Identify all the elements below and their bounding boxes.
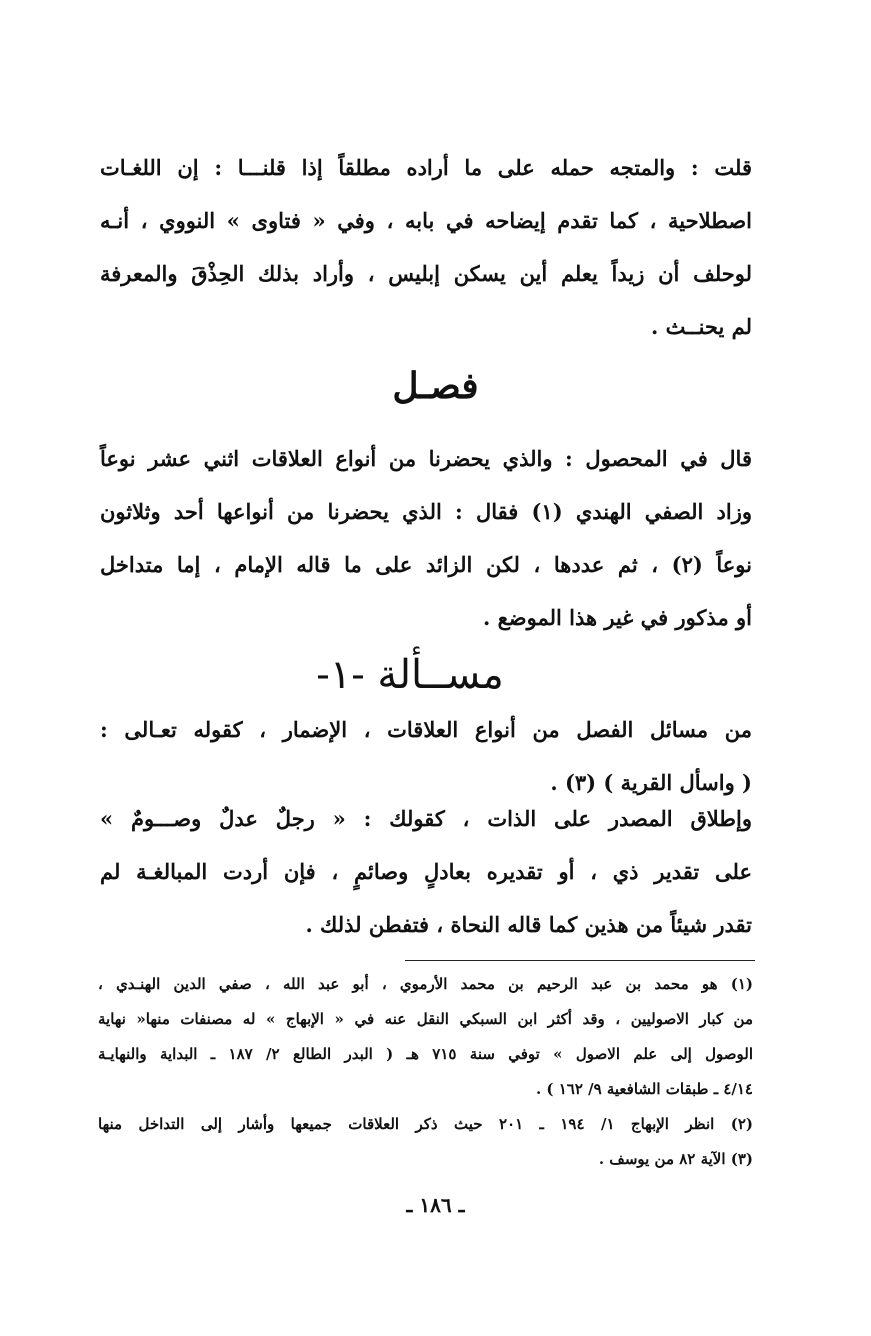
text-line: قلت : والمتجه حمله على ما أراده مطلقاً إذا قلنـــا : إن اللغـات	[100, 155, 752, 180]
paragraph-opinion	[100, 141, 752, 353]
text-line: من مسائل الفصل من أنواع العلاقات ، الإضمار ، كقوله تعـالى :	[100, 717, 752, 742]
section-heading-fasl: فصـل	[392, 365, 479, 407]
text-line: اصطلاحية ، كما تقدم إيضاحه في بابه ، وفي « فتاوى » النووي ، أنـه	[100, 208, 752, 233]
footnote-line: الوصول إلى علم الاصول » توفي سنة ٧١٥ هـ ( البدر الطالع ٢/ ١٨٧ ـ البداية والنهايـة	[98, 1045, 754, 1063]
text-line: ( واسأل القرية ) (٣) .	[550, 770, 752, 795]
text-line: لوحلف أن زيداً يعلم أين يسكن إبليس ، وأراد بذلك الحِذْقَ والمعرفة	[100, 261, 752, 286]
footnote-line: من كبار الاصوليين ، وقد أكثر ابن السبكي النقل عنه في « الإبهاج » له مصنفات منها« نهاية	[98, 1010, 753, 1028]
text-line: وزاد الصفي الهندي (١) فقال : الذي يحضرنا من أنواعها أحد وثلاثون	[100, 499, 752, 524]
footnote-line: (١) هو محمد بن عبد الرحيم بن محمد الأرموي ، أبو عبد الله ، صفي الدين الهنـدي ،	[98, 975, 753, 993]
text-line: قال في المحصول : والذي يحضرنا من أنواع العلاقات اثني عشر نوعاً	[100, 446, 752, 471]
text-line: أو مذكور في غير هذا الموضع .	[482, 605, 752, 630]
footnote-line: ٤/١٤ ـ طبقات الشافعية ٩/ ١٦٢ ) .	[535, 1080, 753, 1098]
issue-heading: مســألة -١-	[316, 652, 504, 698]
text-line: على تقدير ذي ، أو تقديره بعادلٍ وصائمٍ ، فإن أردت المبالغـة لم	[100, 859, 752, 884]
footnote-line: (٢) انظر الإبهاج ١/ ١٩٤ ـ ٢٠١ حيث ذكر العلاقات جميعها وأشار إلى التداخل منها	[98, 1115, 754, 1133]
footnote-separator	[405, 960, 755, 961]
page-number: ـ ١٨٦ ـ	[406, 1193, 465, 1217]
paragraph-relations	[100, 432, 752, 644]
footnote-line: (٣) الآية ٨٢ من يوسف .	[598, 1150, 753, 1168]
footnotes	[98, 967, 753, 1177]
text-line: نوعاً (٢) ، ثم عددها ، لكن الزائد على ما قاله الإمام ، إما متداخل	[100, 552, 753, 577]
text-line: لم يحنــث .	[651, 314, 752, 339]
text-line: وإطلاق المصدر على الذات ، كقولك : « رجلٌ عدلٌ وصـــومٌ »	[100, 806, 752, 831]
paragraph-masdar	[100, 792, 752, 951]
text-line: تقدر شيئاً من هذين كما قاله النحاة ، فتفطن لذلك .	[305, 912, 752, 937]
